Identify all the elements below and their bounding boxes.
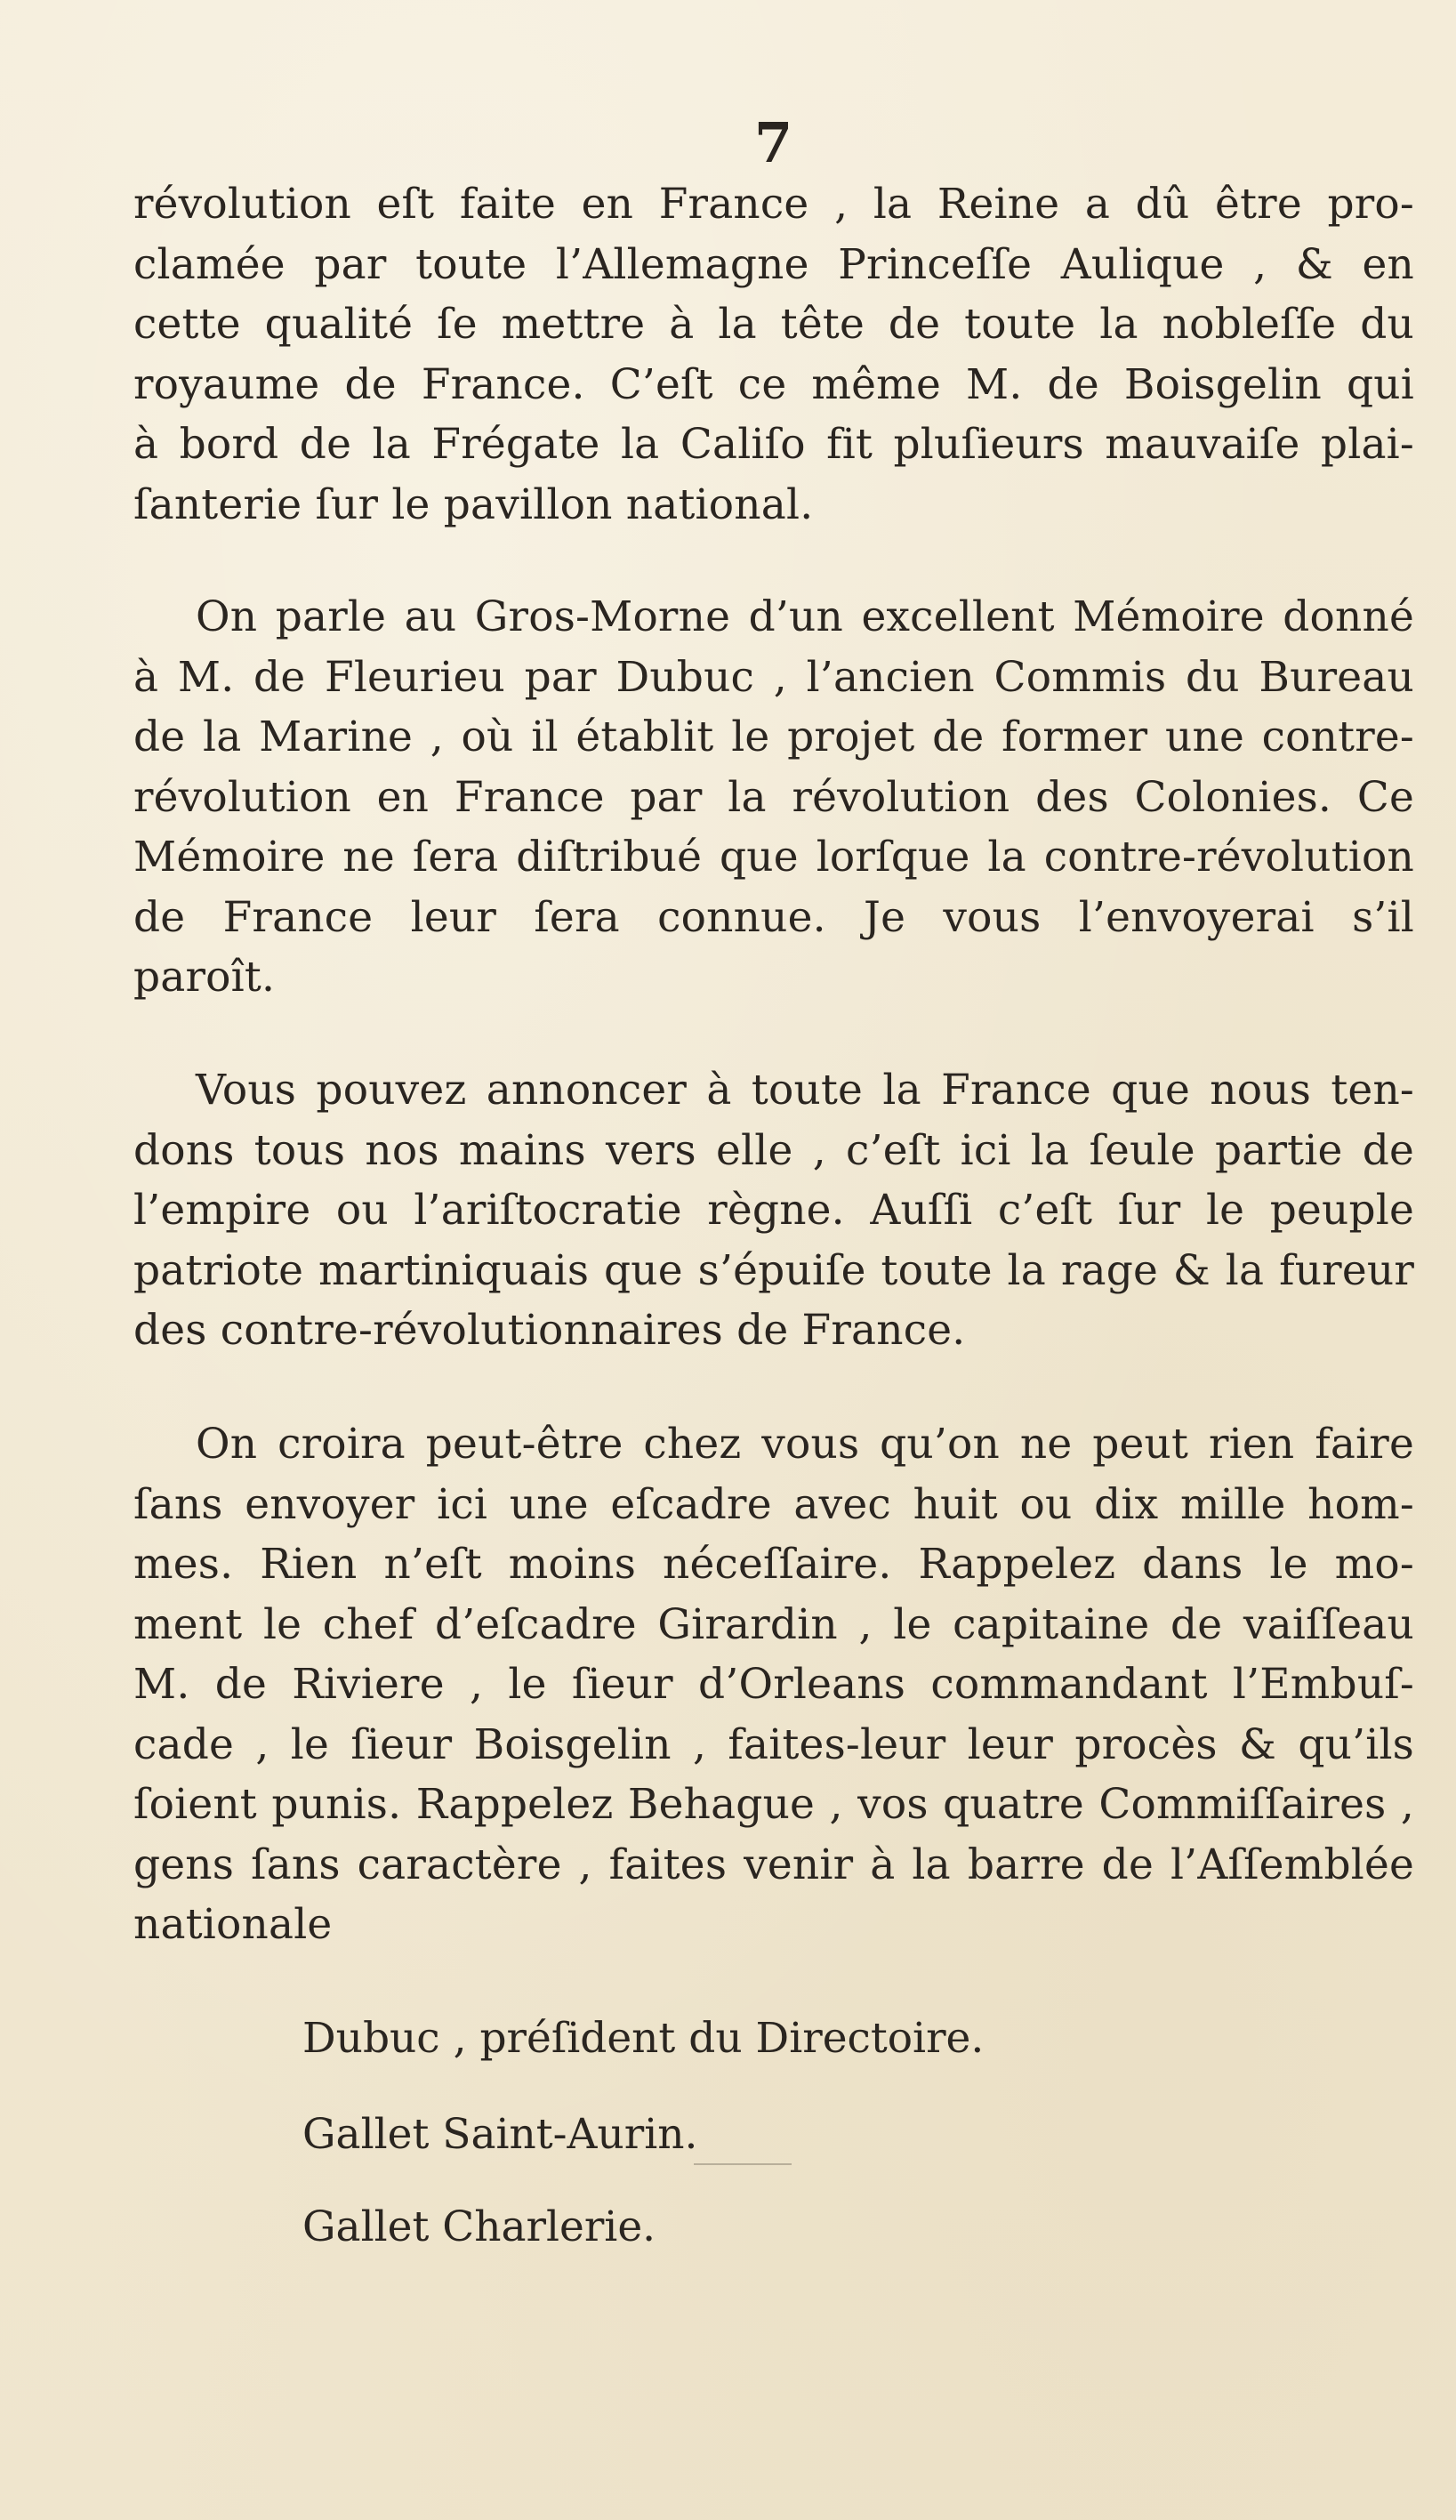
text-line: On croira peut-être chez vous qu’on ne peut rien faire: [196, 1420, 1414, 1469]
text-line: mes. Rien n’eſt moins néceſſaire. Rappelez dans le mo-: [133, 1540, 1414, 1589]
text-line: de la Marine , où il établit le projet de former une contre-: [133, 713, 1414, 761]
paragraph-1: [133, 174, 1414, 535]
text-line: ſans envoyer ici une eſcadre avec huit ou dix mille hom-: [133, 1479, 1414, 1529]
signature-dubuc: Dubuc , préſident du Directoire.: [302, 2014, 985, 2063]
text-line: ſanterie ſur le pavillon national.: [133, 479, 814, 529]
text-line: des contre-révolutionnaires de France.: [133, 1306, 966, 1355]
text-line: On parle au Gros-Morne d’un excellent Mémoire donné: [196, 592, 1414, 641]
text-line: l’empire ou l’ariſtocratie règne. Auſſi c’eſt ſur le peuple: [133, 1186, 1414, 1235]
text-line: Mémoire ne ſera diſtribué que lorſque la contre-révolution: [133, 833, 1414, 882]
text-line: patriote martiniquais que s’épuiſe toute la rage & la fureur: [133, 1245, 1414, 1295]
text-line: nationale: [133, 1900, 333, 1949]
text-line: paroît.: [133, 953, 276, 1002]
text-line: à M. de Fleurieu par Dubuc , l’ancien Commis du Bureau: [133, 652, 1414, 702]
text-line: dons tous nos mains vers elle , c’eſt ici la ſeule partie de: [133, 1125, 1414, 1175]
signature-gallet-charlerie: Gallet Charlerie.: [302, 2202, 656, 2251]
text-line: à bord de la Frégate la Caliſo fit pluſieurs mauvaiſe plai-: [133, 420, 1414, 469]
text-line: cade , le ſieur Boisgelin , faites-leur leur procès & qu’ils: [133, 1719, 1414, 1769]
text-line: cette qualité ſe mettre à la tête de toute la nobleſſe du: [133, 300, 1414, 349]
text-line: révolution en France par la révolution des Colonies. Ce: [133, 772, 1414, 822]
signature-gallet-saint-aurin: Gallet Saint-Aurin.: [302, 2110, 698, 2159]
signature-rule: [694, 2163, 792, 2165]
text-line: de France leur ſera connue. Je vous l’envoyerai s’il: [133, 892, 1414, 942]
paragraph-2: [133, 587, 1414, 1008]
text-line: M. de Riviere , le ſieur d’Orleans commandant l’Embuſ-: [133, 1660, 1414, 1709]
text-line: ment le chef d’eſcadre Girardin , le capitaine de vaiſſeau: [133, 1599, 1414, 1649]
text-line: gens ſans caractère , faites venir à la barre de l’Aſſemblée: [133, 1840, 1414, 1889]
text-line: ſoient punis. Rappelez Behague , vos quatre Commiſſaires ,: [133, 1780, 1414, 1829]
paragraph-4: [133, 1414, 1414, 1955]
text-line: royaume de France. C’eſt ce même M. de Boisgelin qui: [133, 359, 1414, 409]
text-line: Vous pouvez annoncer à toute la France que nous ten-: [196, 1066, 1414, 1115]
page-number: 7: [754, 110, 793, 175]
text-line: clamée par toute l’Allemagne Princeſſe Aulique , & en: [133, 239, 1414, 289]
text-line: révolution eſt faite en France , la Reine a dû être pro-: [133, 180, 1414, 229]
paragraph-3: [133, 1060, 1414, 1361]
